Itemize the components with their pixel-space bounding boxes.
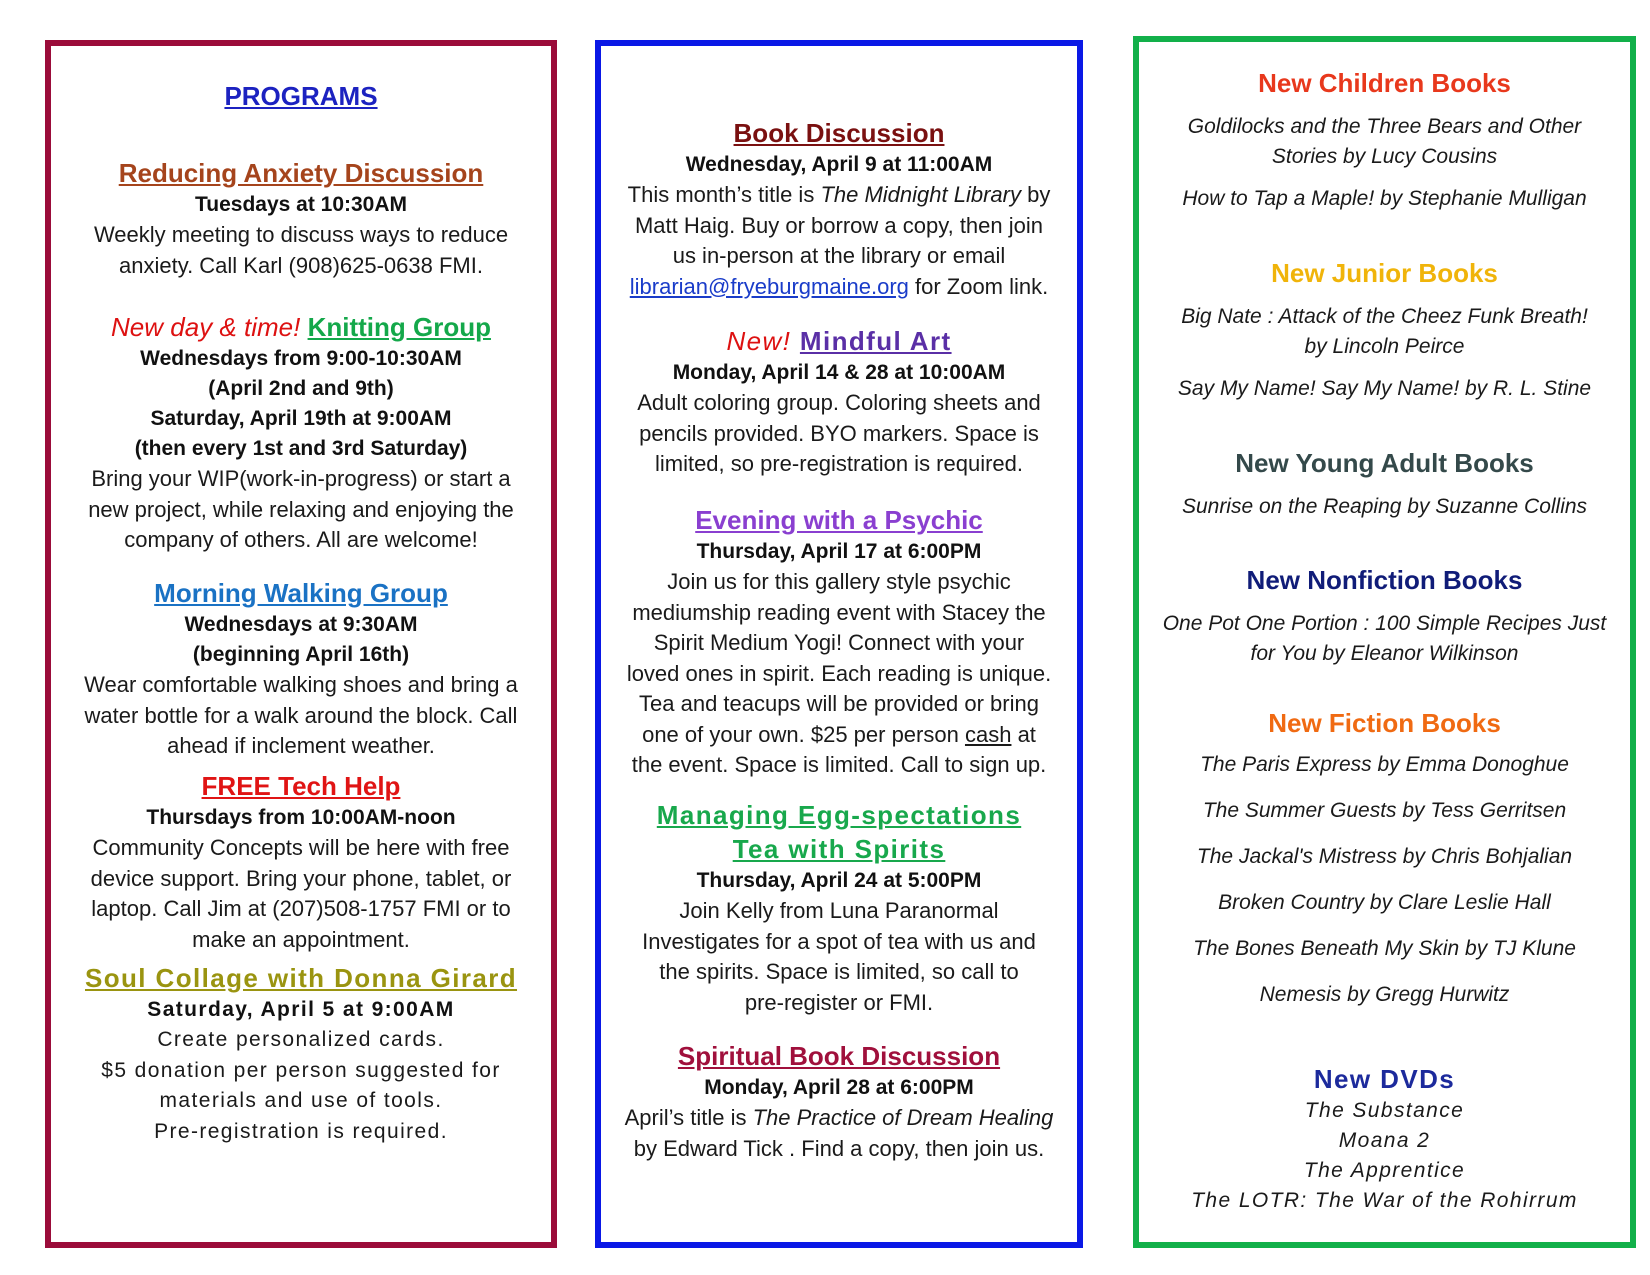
egg-when: Thursday, April 24 at 5:00PM [696, 869, 982, 892]
junior-section [1139, 256, 1630, 416]
children-item-1a: Goldilocks and the Three Bears and Other [1187, 115, 1582, 138]
spiritual-line-1 [601, 1103, 1077, 1134]
events-panel [595, 40, 1083, 1248]
collage-desc-4: Pre-registration is required. [154, 1119, 448, 1143]
nonfiction-section [1139, 563, 1630, 681]
book-discussion-zoom-text: for Zoom link. [908, 273, 1049, 299]
psychic-desc-5: Tea and teacups will be provided or bring [639, 691, 1039, 716]
ya-title: New Young Adult Books [1235, 448, 1534, 478]
tech-desc-3: laptop. Call Jim at (207)508-1757 FMI or to [91, 896, 511, 921]
spiritual-book-title: The Practice of Dream Healing [752, 1105, 1054, 1130]
book-discussion-when: Wednesday, April 9 at 11:00AM [685, 153, 993, 176]
anxiety-desc-2: anxiety. Call Karl (908)625-0638 FMI. [119, 252, 483, 278]
fiction-item: The Bones Beneath My Skin by TJ Klune [1193, 937, 1576, 960]
book-discussion-section [601, 116, 1077, 302]
spiritual-when: Monday, April 28 at 6:00PM [704, 1076, 974, 1099]
knitting-title-line [51, 310, 551, 344]
book-discussion-line-4 [601, 272, 1077, 303]
ya-section [1139, 446, 1630, 534]
walking-when-1: Wednesdays at 9:30AM [184, 613, 418, 636]
knitting-when-4: (then every 1st and 3rd Saturday) [134, 437, 468, 460]
psychic-desc-7: the event. Space is limited. Call to sign up. [631, 752, 1047, 777]
psychic-title: Evening with a Psychic [695, 505, 983, 535]
programs-heading: PROGRAMS [224, 81, 378, 111]
psychic-desc-4: loved ones in spirit. Each reading is unique. [626, 660, 1052, 686]
nonfiction-item-1a: One Pot One Portion : 100 Simple Recipes Just [1162, 612, 1607, 635]
fiction-list [1139, 750, 1630, 1010]
psychic-desc-1: Join us for this gallery style psychic [667, 569, 1011, 594]
knitting-title: Knitting Group [307, 312, 491, 342]
walking-desc-1: Wear comfortable walking shoes and bring a [84, 672, 518, 697]
collage-when: Saturday, April 5 at 9:00AM [147, 998, 455, 1021]
spiritual-title: Spiritual Book Discussion [677, 1041, 1001, 1071]
anxiety-when: Tuesdays at 10:30AM [194, 193, 408, 216]
fiction-title: New Fiction Books [1268, 708, 1501, 738]
dvd-item: The LOTR: The War of the Rohirrum [1191, 1189, 1578, 1212]
junior-item-2: Say My Name! Say My Name! by R. L. Stine [1177, 377, 1592, 400]
egg-section [601, 798, 1077, 1018]
mindful-art-title-line [601, 324, 1077, 358]
walking-desc-3: ahead if inclement weather. [167, 733, 435, 758]
book-discussion-line-2: Matt Haig. Buy or borrow a copy, then join [634, 212, 1043, 238]
children-section [1139, 66, 1630, 226]
junior-item-1b: by Lincoln Peirce [1304, 335, 1465, 358]
psychic-desc-2: mediumship reading event with Stacey the [632, 599, 1046, 625]
new-books-panel [1133, 36, 1636, 1248]
programs-panel [45, 40, 557, 1248]
dvd-item: Moana 2 [1338, 1129, 1431, 1152]
knitting-desc-2: new project, while relaxing and enjoying the [88, 496, 514, 522]
book-discussion-title: Book Discussion [733, 118, 945, 148]
dvds-title: New DVDs [1313, 1064, 1456, 1094]
knitting-when-1: Wednesdays from 9:00-10:30AM [140, 347, 462, 370]
knitting-desc-1: Bring your WIP(work-in-progress) or start a [91, 466, 511, 491]
fiction-item: Broken Country by Clare Leslie Hall [1218, 891, 1551, 914]
children-item-2: How to Tap a Maple! by Stephanie Mulligan [1182, 187, 1587, 210]
psychic-cash-text: cash [964, 721, 1012, 747]
anxiety-section [51, 156, 551, 281]
psychic-desc-3: Spirit Medium Yogi! Connect with your [653, 630, 1025, 655]
anxiety-desc-1: Weekly meeting to discuss ways to reduce [93, 222, 509, 247]
collage-desc-3: materials and use of tools. [159, 1089, 443, 1112]
junior-title: New Junior Books [1271, 258, 1498, 288]
dvd-item: The Substance [1304, 1099, 1465, 1122]
knitting-when-2: (April 2nd and 9th) [208, 377, 394, 400]
tech-section [51, 769, 551, 955]
book-discussion-text: This month’s title is [627, 182, 821, 207]
egg-desc-4: pre-register or FMI. [744, 989, 934, 1015]
egg-title-1: Managing Egg-spectations [656, 800, 1022, 830]
fiction-item: The Jackal's Mistress by Chris Bohjalian [1196, 845, 1573, 868]
nonfiction-title: New Nonfiction Books [1246, 565, 1523, 595]
egg-desc-1: Join Kelly from Luna Paranormal [679, 898, 999, 923]
book-discussion-text-by: by [1020, 182, 1051, 207]
book-discussion-line-3: us in-person at the library or email [672, 243, 1006, 268]
collage-section [51, 961, 551, 1147]
book-discussion-line-1 [601, 180, 1077, 211]
knitting-desc-3: company of others. All are welcome! [124, 527, 478, 552]
walking-title: Morning Walking Group [154, 578, 448, 608]
psychic-at-text: at [1011, 721, 1036, 747]
librarian-email-link[interactable]: librarian@fryeburgmaine.org [629, 273, 909, 299]
mindful-art-desc-2: pencils provided. BYO markers. Space is [639, 420, 1039, 446]
dvd-item: The Apprentice [1303, 1159, 1466, 1182]
knitting-section [51, 310, 551, 556]
fiction-item: The Paris Express by Emma Donoghue [1200, 753, 1569, 776]
egg-title-2: Tea with Spirits [732, 834, 946, 864]
tech-when: Thursdays from 10:00AM-noon [146, 806, 456, 829]
psychic-price-text: one of your own. $25 per person [642, 721, 965, 747]
egg-desc-2: Investigates for a spot of tea with us and [642, 928, 1036, 954]
collage-desc-1: Create personalized cards. [157, 1028, 445, 1051]
psychic-desc-6 [601, 720, 1077, 751]
spiritual-section [601, 1039, 1077, 1164]
dvds-section [1139, 1062, 1630, 1216]
walking-when-2: (beginning April 16th) [192, 643, 410, 666]
psychic-when: Thursday, April 17 at 6:00PM [696, 540, 982, 563]
psychic-section [601, 503, 1077, 781]
children-title: New Children Books [1258, 68, 1511, 98]
spiritual-text: April’s title is [624, 1105, 753, 1130]
fiction-item: The Summer Guests by Tess Gerritsen [1202, 799, 1567, 822]
collage-desc-2: $5 donation per person suggested for [101, 1058, 501, 1082]
spiritual-line-2: by Edward Tick . Find a copy, then join us. [633, 1135, 1045, 1161]
mindful-art-title: Mindful Art [799, 326, 952, 356]
collage-title: Soul Collage with Donna Girard [84, 963, 518, 993]
children-item-1b: Stories by Lucy Cousins [1271, 145, 1498, 168]
book-discussion-book-title: The Midnight Library [820, 182, 1021, 207]
fiction-item: Nemesis by Gregg Hurwitz [1259, 983, 1510, 1006]
nonfiction-item-1b: for You by Eleanor Wilkinson [1250, 642, 1519, 665]
mindful-art-when: Monday, April 14 & 28 at 10:00AM [672, 361, 1006, 384]
mindful-art-section [601, 324, 1077, 480]
junior-item-1a: Big Nate : Attack of the Cheez Funk Breath! [1181, 305, 1588, 328]
mindful-art-new-note: New! [726, 326, 792, 356]
tech-desc-4: make an appointment. [192, 926, 410, 952]
knitting-when-3: Saturday, April 19th at 9:00AM [150, 407, 452, 430]
mindful-art-desc-3: limited, so pre-registration is required. [654, 451, 1024, 476]
fiction-section [1139, 706, 1630, 1026]
ya-item-1: Sunrise on the Reaping by Suzanne Collins [1181, 495, 1588, 518]
tech-desc-2: device support. Bring your phone, tablet, or [90, 865, 512, 891]
walking-desc-2: water bottle for a walk around the block. Call [84, 702, 518, 728]
tech-title: FREE Tech Help [201, 771, 401, 801]
knitting-new-note: New day & time! [111, 312, 301, 342]
walking-section [51, 576, 551, 762]
egg-desc-3: the spirits. Space is limited, so call to [659, 959, 1019, 984]
mindful-art-desc-1: Adult coloring group. Coloring sheets and [637, 390, 1041, 415]
tech-desc-1: Community Concepts will be here with free [92, 835, 510, 860]
anxiety-title: Reducing Anxiety Discussion [118, 158, 484, 188]
